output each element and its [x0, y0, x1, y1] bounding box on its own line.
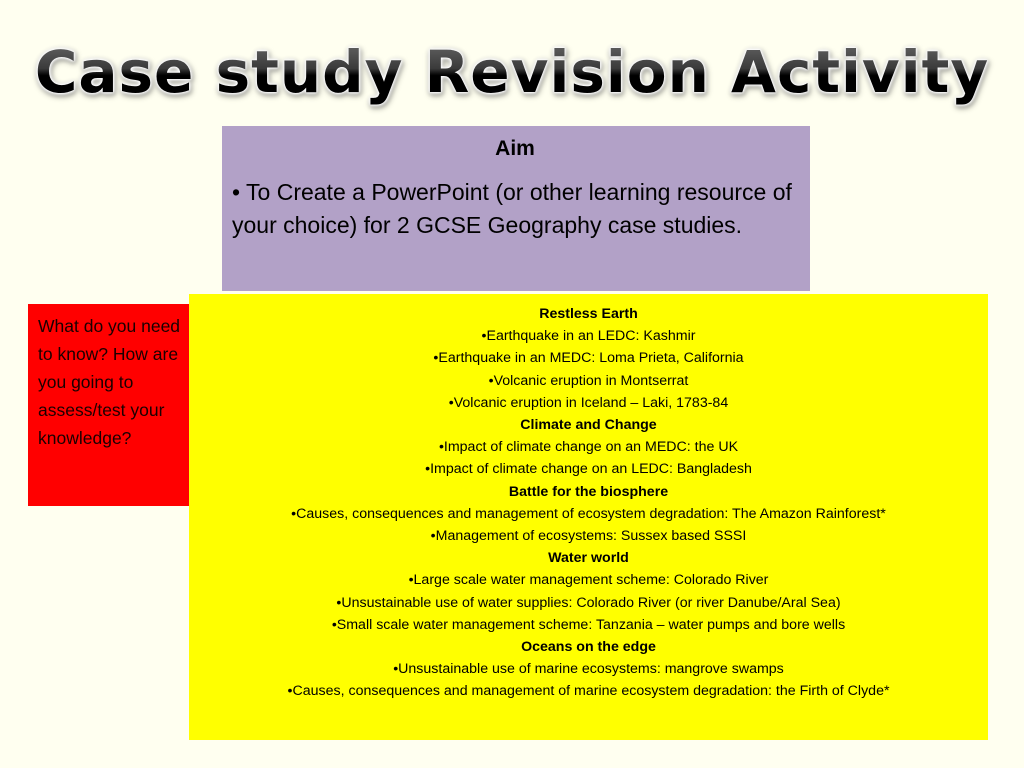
aim-text: • To Create a PowerPoint (or other learning resource of your choice) for 2 GCSE Geography case studies. — [232, 179, 792, 238]
list-item: •Small scale water management scheme: Tanzania – water pumps and bore wells — [331, 616, 846, 633]
list-item: •Earthquake in an LEDC: Kashmir — [481, 328, 696, 345]
topics-box — [189, 294, 988, 740]
list-item: •Volcanic eruption in Montserrat — [488, 372, 689, 389]
list-item: •Unsustainable use of marine ecosystems: mangrove swamps — [393, 661, 784, 678]
section-heading-restless-earth: Restless Earth — [539, 306, 638, 322]
section-heading-climate-and-change: Climate and Change — [520, 417, 657, 434]
list-item: •Unsustainable use of water supplies: Colorado River (or river Danube/Aral Sea) — [336, 594, 841, 611]
section-heading-battle-for-the-biosphere: Battle for the biosphere — [508, 483, 669, 500]
list-item: •Volcanic eruption in Iceland – Laki, 1783-84 — [448, 394, 729, 411]
aim-heading: Aim — [495, 137, 535, 160]
section-heading-water-world: Water world — [548, 550, 629, 567]
section-heading-oceans-on-the-edge: Oceans on the edge — [521, 639, 656, 656]
list-item: •Causes, consequences and management of marine ecosystem degradation: the Firth of Clyde* — [287, 683, 890, 700]
list-item: •Management of ecosystems: Sussex based SSSI — [430, 528, 747, 545]
question-box — [28, 304, 189, 506]
list-item: •Large scale water management scheme: Colorado River — [408, 572, 769, 589]
aim-box — [222, 126, 810, 291]
slide-title: Case study Revision Activity — [0, 38, 1024, 106]
list-item: •Earthquake in an MEDC: Loma Prieta, California — [433, 350, 744, 367]
list-item: •Impact of climate change on an MEDC: the UK — [438, 439, 739, 456]
question-text: What do you need to know? How are you going to assess/test your knowledge? — [38, 316, 181, 448]
list-item: •Impact of climate change on an LEDC: Bangladesh — [425, 461, 752, 478]
list-item: •Causes, consequences and management of ecosystem degradation: The Amazon Rainforest* — [291, 505, 886, 522]
